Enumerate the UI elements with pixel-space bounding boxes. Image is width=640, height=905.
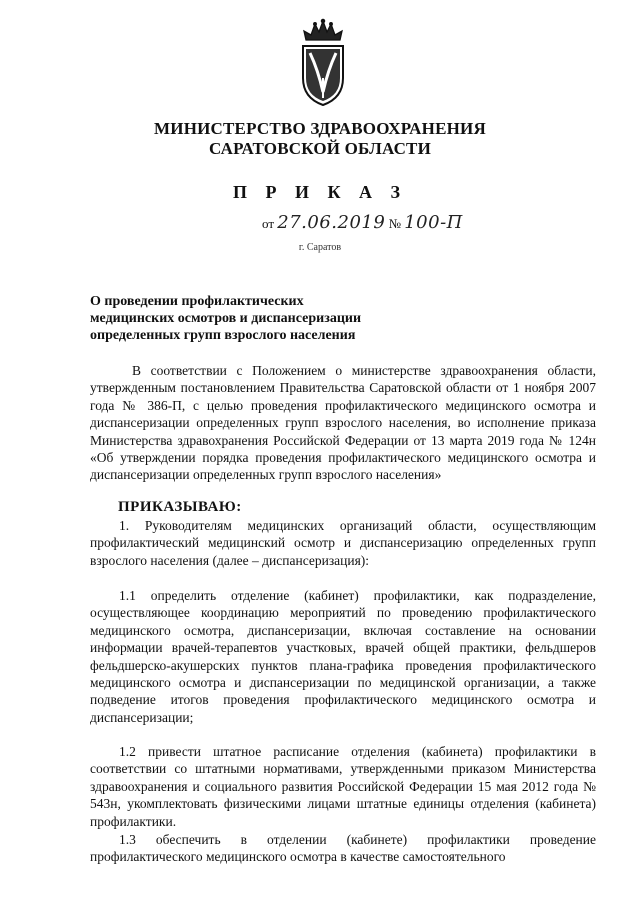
- order-subject-line1: О проведении профилактических: [90, 294, 304, 309]
- saratov-coat-of-arms-icon: [296, 18, 350, 108]
- order-city: г. Саратов: [298, 242, 342, 253]
- order-date-number: [262, 212, 463, 233]
- item-1-paragraph: 1. Руководителям медицинских организаций области, осуществляющим профилактический медицинский осмотр и диспансеризацию определенных групп взрослого населения (далее – диспансеризация):: [90, 518, 596, 568]
- order-number: 100-П: [404, 212, 463, 233]
- ministry-name-line1: МИНИСТЕРСТВО ЗДРАВООХРАНЕНИЯ: [154, 119, 486, 138]
- order-from-label: от: [262, 216, 275, 231]
- item-1-1-paragraph: 1.1 определить отделение (кабинет) профилактики, как подразделение, осуществляющее координацию мероприятий по проведению профилактического медицинского осмотра, диспансеризации, включая составление на основании информации врачей-терапевтов участковых, врачей общей практики, фельдшеров фельдшерско-акушерских пунктов плана-графика проведения профилактического медицинского осмотра и диспансеризации по медицинской организации, а также подведение итогов проведения профилактического медицинского осмотра и диспансеризации;: [90, 588, 596, 725]
- order-subject-line2: медицинских осмотров и диспансеризации: [90, 311, 362, 326]
- decree-heading: ПРИКАЗЫВАЮ:: [118, 499, 242, 515]
- order-date: 27.06.2019: [277, 212, 386, 233]
- order-number-label: №: [388, 216, 401, 231]
- preamble-paragraph: В соответствии с Положением о министерстве здравоохранения области, утвержденным постановлением Правительства Саратовской области от 1 ноября 2007 года № 386-П, с целью проведения профилактического медицинского осмотра и диспансеризации определенных групп взрослого населения, во исполнение приказа Министерства здравохранения Российской Федерации от 13 марта 2019 года № 124н «Об утверждении порядка проведения профилактического медицинского осмотра и диспансеризации определенных групп взрослого населения»: [90, 363, 596, 483]
- ministry-name-line2: САРАТОВСКОЙ ОБЛАСТИ: [208, 139, 432, 158]
- item-1-3-paragraph: 1.3 обеспечить в отделении (кабинете) профилактики проведение профилактического медицинского осмотра в качестве самостоятельного: [90, 832, 596, 865]
- order-subject: [90, 293, 430, 344]
- item-1-2-paragraph: 1.2 привести штатное расписание отделения (кабинета) профилактики в соответствии со штатными нормативами, утвержденными приказом Министерства здравоохранения и социального развития Российской Федерации 15 мая 2012 года № 543н, укомплектовать физическими лицами штатные единицы отделения (кабинета) профилактики.: [90, 744, 596, 829]
- order-subject-line3: определенных групп взрослого населения: [90, 328, 356, 343]
- order-title: П Р И К А З: [232, 182, 408, 202]
